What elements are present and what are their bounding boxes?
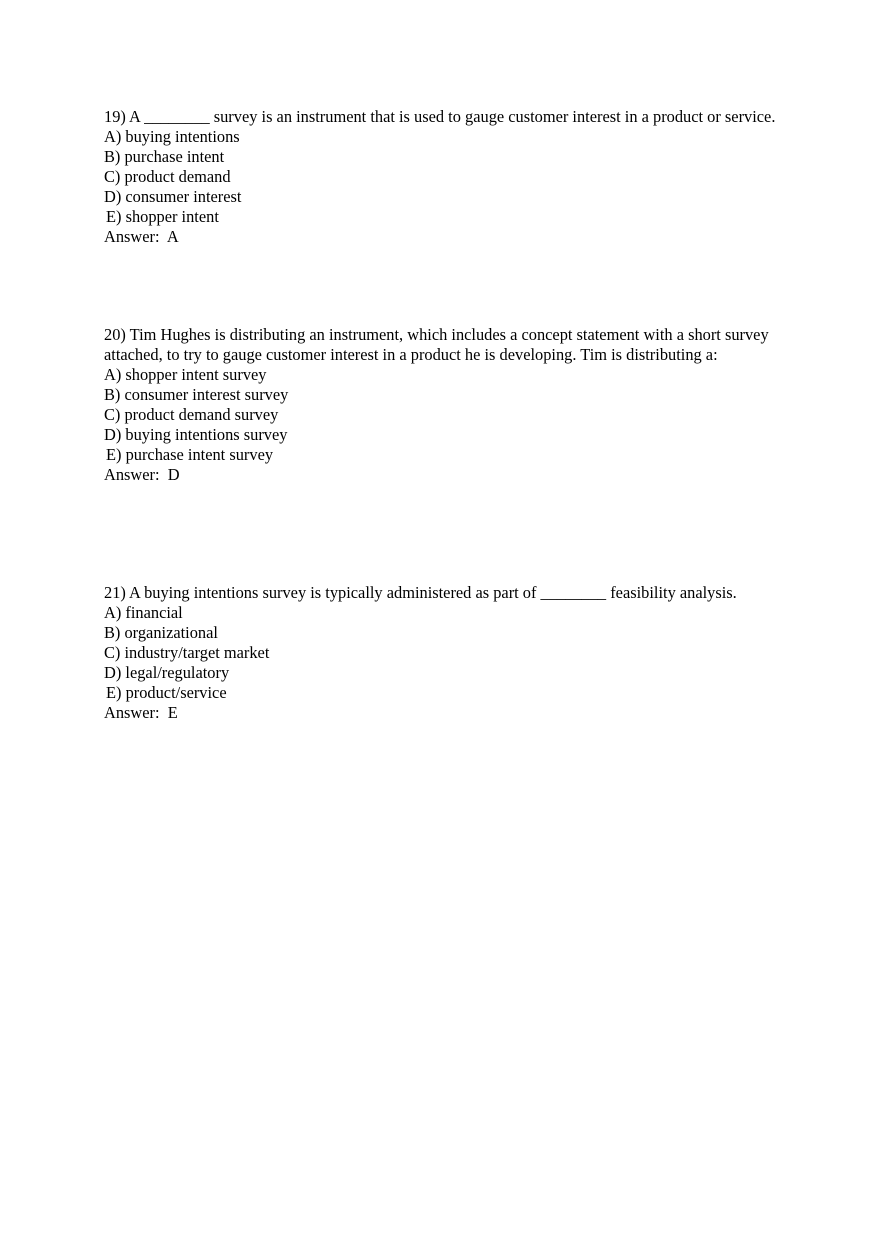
question-stem: 19) A ________ survey is an instrument that is used to gauge customer interest in a product or service. — [104, 107, 776, 126]
answer-key: Answer: A — [104, 227, 179, 246]
answer-option-a: A) shopper intent survey — [104, 365, 267, 384]
answer-option-b: B) consumer interest survey — [104, 385, 289, 404]
question-stem: 20) Tim Hughes is distributing an instrument, which includes a concept statement with a short survey attached, to try to gauge customer interest in a product he is developing. Tim is distributing a: — [104, 325, 769, 364]
answer-option-b: B) organizational — [104, 623, 218, 642]
question-21 — [104, 583, 804, 723]
answer-option-e: E) product/service — [106, 683, 227, 702]
answer-key: Answer: E — [104, 703, 178, 722]
answer-option-a: A) financial — [104, 603, 183, 622]
question-stem: 21) A buying intentions survey is typically administered as part of ________ feasibility analysis. — [104, 583, 737, 602]
answer-option-b: B) purchase intent — [104, 147, 225, 166]
answer-option-e: E) purchase intent survey — [106, 445, 274, 464]
answer-key: Answer: D — [104, 465, 180, 484]
answer-option-d: D) legal/regulatory — [104, 663, 230, 682]
answer-option-c: C) product demand survey — [104, 405, 279, 424]
answer-option-d: D) consumer interest — [104, 187, 242, 206]
answer-option-e: E) shopper intent — [106, 207, 219, 226]
answer-option-d: D) buying intentions survey — [104, 425, 288, 444]
answer-option-c: C) industry/target market — [104, 643, 270, 662]
question-20 — [104, 325, 804, 485]
answer-option-c: C) product demand — [104, 167, 231, 186]
answer-option-a: A) buying intentions — [104, 127, 240, 146]
question-19 — [104, 107, 804, 247]
